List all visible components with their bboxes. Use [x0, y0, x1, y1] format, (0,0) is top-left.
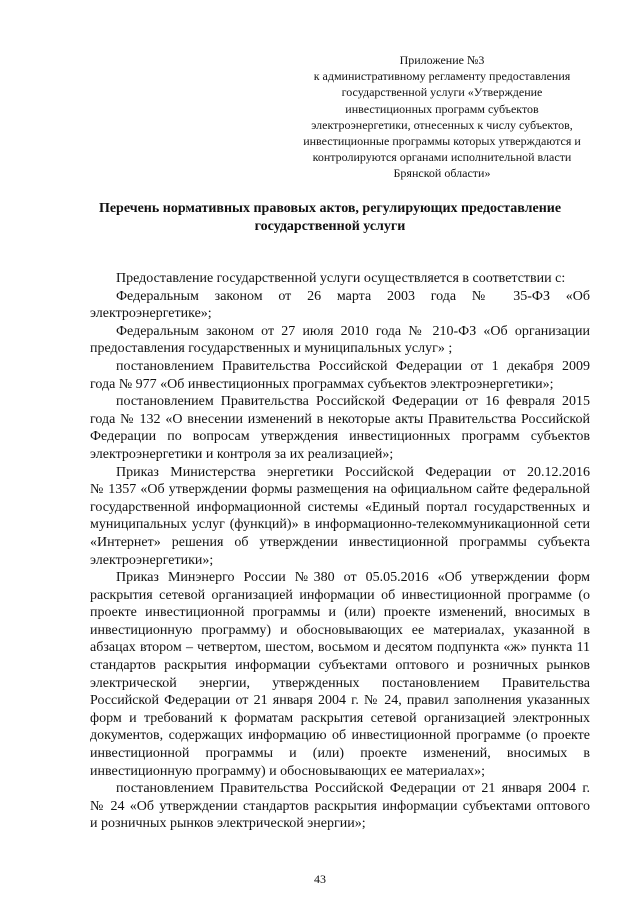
body-line: № 1357 «Об утверждении формы размещения на официальном сайте федеральной: [90, 482, 590, 498]
document-title: [60, 200, 600, 236]
body-line: Приказ Министерства энергетики Российской Федерации от 20.12.2016: [116, 464, 590, 480]
body-line: электроэнергетики»;: [90, 552, 214, 568]
body-line: постановлением Правительства Российской Федерации от 16 февраля 2015: [116, 394, 590, 410]
body-line: муниципальных услуг (функций)» в информационно-телекоммуникационной сети: [90, 517, 590, 533]
body-paragraph: [90, 393, 590, 463]
body-line: года № 977 «Об инвестиционных программах субъектов электроэнергетики»;: [90, 376, 554, 392]
body-line: Федерации по вопросам утверждения инвестиционных программ субъектов: [90, 429, 590, 445]
body-line: № 24 «Об утверждении стандартов раскрытия информации субъектами оптового: [90, 798, 590, 814]
body-line: государственной информационной системы «Единый портал государственных и: [90, 499, 590, 515]
body-line: инвестиционную программу) и обосновывающих ее материалах, указанной в: [90, 622, 590, 638]
body-paragraph: [90, 288, 590, 323]
body-line: «Интернет» решения об утверждении инвестиционной программы субъекта: [90, 534, 590, 550]
body-line: постановлением Правительства Российской Федерации от 1 декабря 2009: [116, 358, 590, 374]
body-line: документов, содержащих информацию об инвестиционной программе (о проекте: [90, 728, 590, 744]
appendix-line: инвестиционных программ субъектов: [345, 101, 539, 116]
body-line: и розничных рынков электрической энергии»;: [90, 816, 366, 832]
body-line: инвестиционную программу) и обосновывающих ее материалах»;: [90, 763, 486, 779]
appendix-line: к административному регламенту предоставления: [313, 69, 571, 84]
body-paragraph: [90, 464, 590, 570]
body-paragraph: [90, 358, 590, 393]
appendix-line: контролируются органами исполнительной власти: [312, 150, 572, 165]
body-line: предоставления государственных и муниципальных услуг» ;: [90, 341, 453, 357]
title-line: государственной услуги: [254, 219, 406, 234]
body-line: электрической энергии, утвержденных постановлением Правительства: [90, 675, 590, 691]
body-line: Российской Федерации от 21 января 2004 г. № 24, правил заполнения указанных: [90, 693, 590, 709]
body-line: стандартов раскрытия информации субъектами оптового и розничных рынков: [90, 658, 590, 674]
appendix-line: электроэнергетики, отнесенных к числу субъектов,: [311, 117, 573, 132]
body-line: форм и требований к форматам раскрытия сетевой организацией электронных: [90, 710, 590, 726]
body-line: абзацах втором – четвертом, шестом, восьмом и десятом подпункта «ж» пункта 11: [90, 640, 590, 656]
body-line: проекте инвестиционной программы и (или) проекте изменений, вносимых в: [90, 605, 590, 621]
document-body: [90, 270, 590, 833]
body-line: Предоставление государственной услуги осуществляется в соответствии с:: [116, 271, 566, 286]
appendix-line: инвестиционные программы которых утверждаются и: [303, 134, 581, 149]
appendix-line: Приложение №3: [399, 53, 485, 67]
body-paragraph: [90, 270, 590, 288]
body-line: года № 132 «О внесении изменений в некоторые акты Правительства Российской: [90, 411, 590, 427]
body-paragraph: [90, 780, 590, 833]
body-line: раскрытия сетевой организацией информации об инвестиционной программе (о: [90, 587, 590, 603]
title-line: Перечень нормативных правовых актов, регулирующих предоставление: [98, 201, 562, 216]
body-line: Федеральным законом от 26 марта 2003 года № 35-ФЗ «Об: [116, 288, 590, 304]
appendix-line: государственной услуги «Утверждение: [341, 85, 543, 100]
body-line: постановлением Правительства Российской Федерации от 21 января 2004 г.: [116, 781, 590, 797]
body-line: электроэнергетике»;: [90, 306, 212, 322]
body-line: электроэнергетики и контроля за их реализацией»;: [90, 446, 394, 462]
body-line: Федеральным законом от 27 июля 2010 года № 210-ФЗ «Об организации: [116, 323, 590, 339]
body-line: Приказ Минэнерго России №380 от 05.05.2016 «Об утверждении форм: [116, 570, 590, 586]
appendix-header: [287, 52, 597, 182]
body-paragraph: [90, 569, 590, 780]
appendix-line: Брянской области»: [393, 166, 491, 181]
body-paragraph: [90, 323, 590, 358]
body-line: инвестиционной программы и (или) проекте изменений, вносимых в: [90, 746, 590, 762]
page-number: 43: [314, 872, 326, 886]
